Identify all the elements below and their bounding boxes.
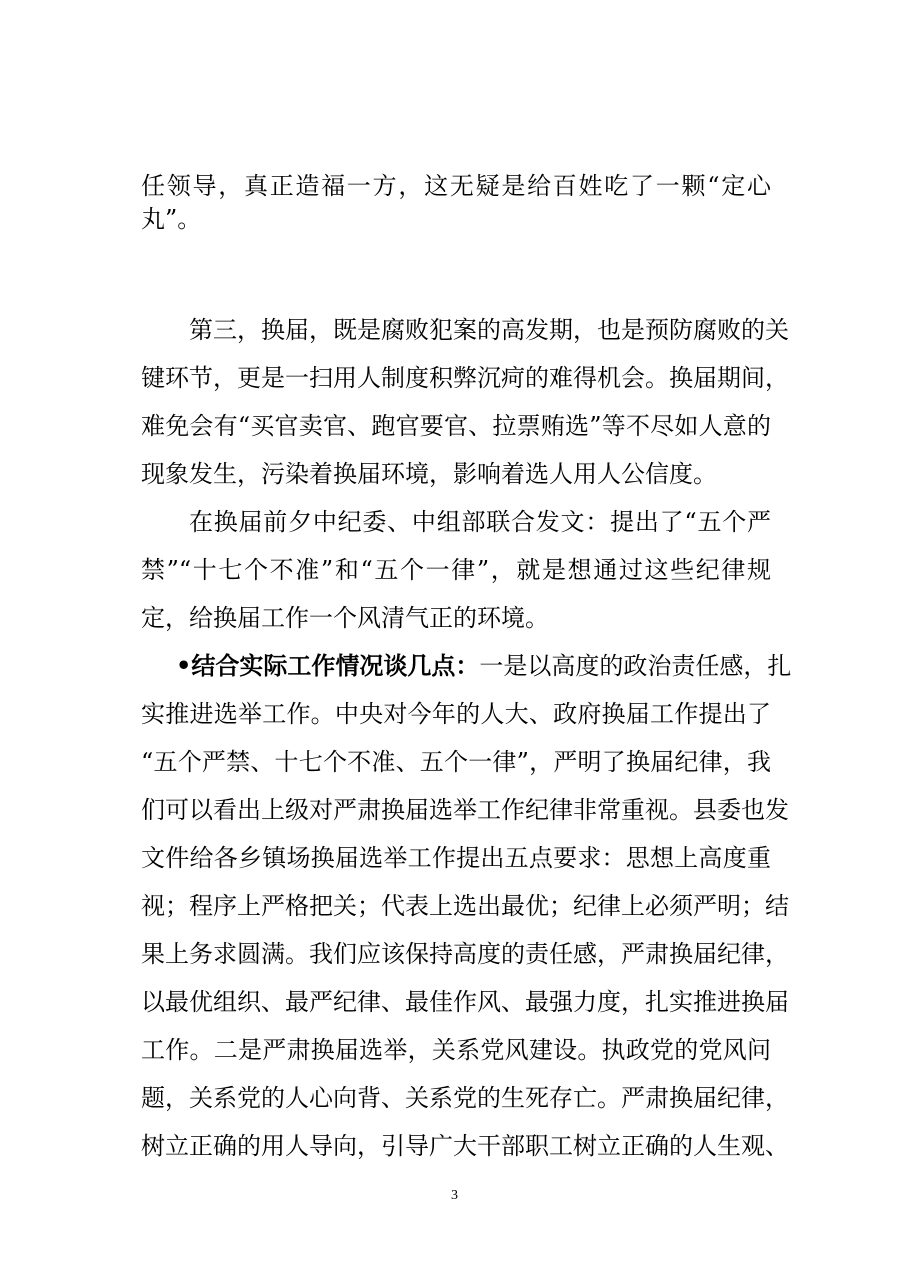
paragraph-4-line-8: 以最优组织、最严纪律、最佳作风、最强力度，扎实推进换届 (141, 988, 789, 1016)
paragraph-4-line-7: 果上务求圆满。我们应该保持高度的责任感，严肃换届纪律， (141, 940, 789, 968)
paragraph-1-line-2: 丸”。 (141, 205, 202, 233)
paragraph-1-line-1: 任领导，真正造福一方，这无疑是给百姓吃了一颗“定心 (141, 172, 771, 200)
page-number: 3 (451, 1188, 458, 1203)
paragraph-2-line-3: 难免会有“买官卖官、跑官要官、拉票贿选”等不尽如人意的 (141, 412, 771, 440)
paragraph-4-line-2: 实推进选举工作。中央对今年的人大、政府换届工作提出了 (141, 700, 771, 728)
paragraph-3-line-2: 禁”“十七个不准”和“五个一律”，就是想通过这些纪律规 (141, 556, 771, 584)
paragraph-4-line-10: 题，关系党的人心向背、关系党的生死存亡。严肃换届纪律， (141, 1084, 789, 1112)
paragraph-4-heading: •结合实际工作情况谈几点： (176, 651, 480, 680)
paragraph-4-line-11: 树立正确的用人导向，引导广大干部职工树立正确的人生观、 (141, 1132, 789, 1160)
paragraph-2-line-4: 现象发生，污染着换届环境，影响着选人用人公信度。 (141, 460, 717, 488)
paragraph-2-line-2: 键环节，更是一扫用人制度积弊沉疴的难得机会。换届期间， (141, 364, 789, 392)
paragraph-4-line-5: 文件给各乡镇场换届选举工作提出五点要求：思想上高度重 (141, 844, 771, 872)
paragraph-2-line-1: 第三，换届，既是腐败犯案的高发期，也是预防腐败的关 (189, 316, 789, 344)
paragraph-3-line-1: 在换届前夕中纪委、中组部联合发文：提出了“五个严 (189, 508, 771, 536)
paragraph-4-line-6: 视；程序上严格把关；代表上选出最优；纪律上必须严明；结 (141, 892, 789, 920)
paragraph-3-line-3: 定，给换届工作一个风清气正的环境。 (141, 604, 549, 632)
paragraph-4-line-3: “五个严禁、十七个不准、五个一律”，严明了换届纪律，我 (141, 748, 771, 776)
paragraph-4-line-9: 工作。二是严肃换届选举，关系党风建设。执政党的党风问 (141, 1036, 771, 1064)
paragraph-4-line-1 (176, 650, 792, 682)
paragraph-4-line-4: 们可以看出上级对严肃换届选举工作纪律非常重视。县委也发 (141, 796, 789, 824)
paragraph-4-first-line-rest: 一是以高度的政治责任感，扎 (479, 652, 792, 680)
